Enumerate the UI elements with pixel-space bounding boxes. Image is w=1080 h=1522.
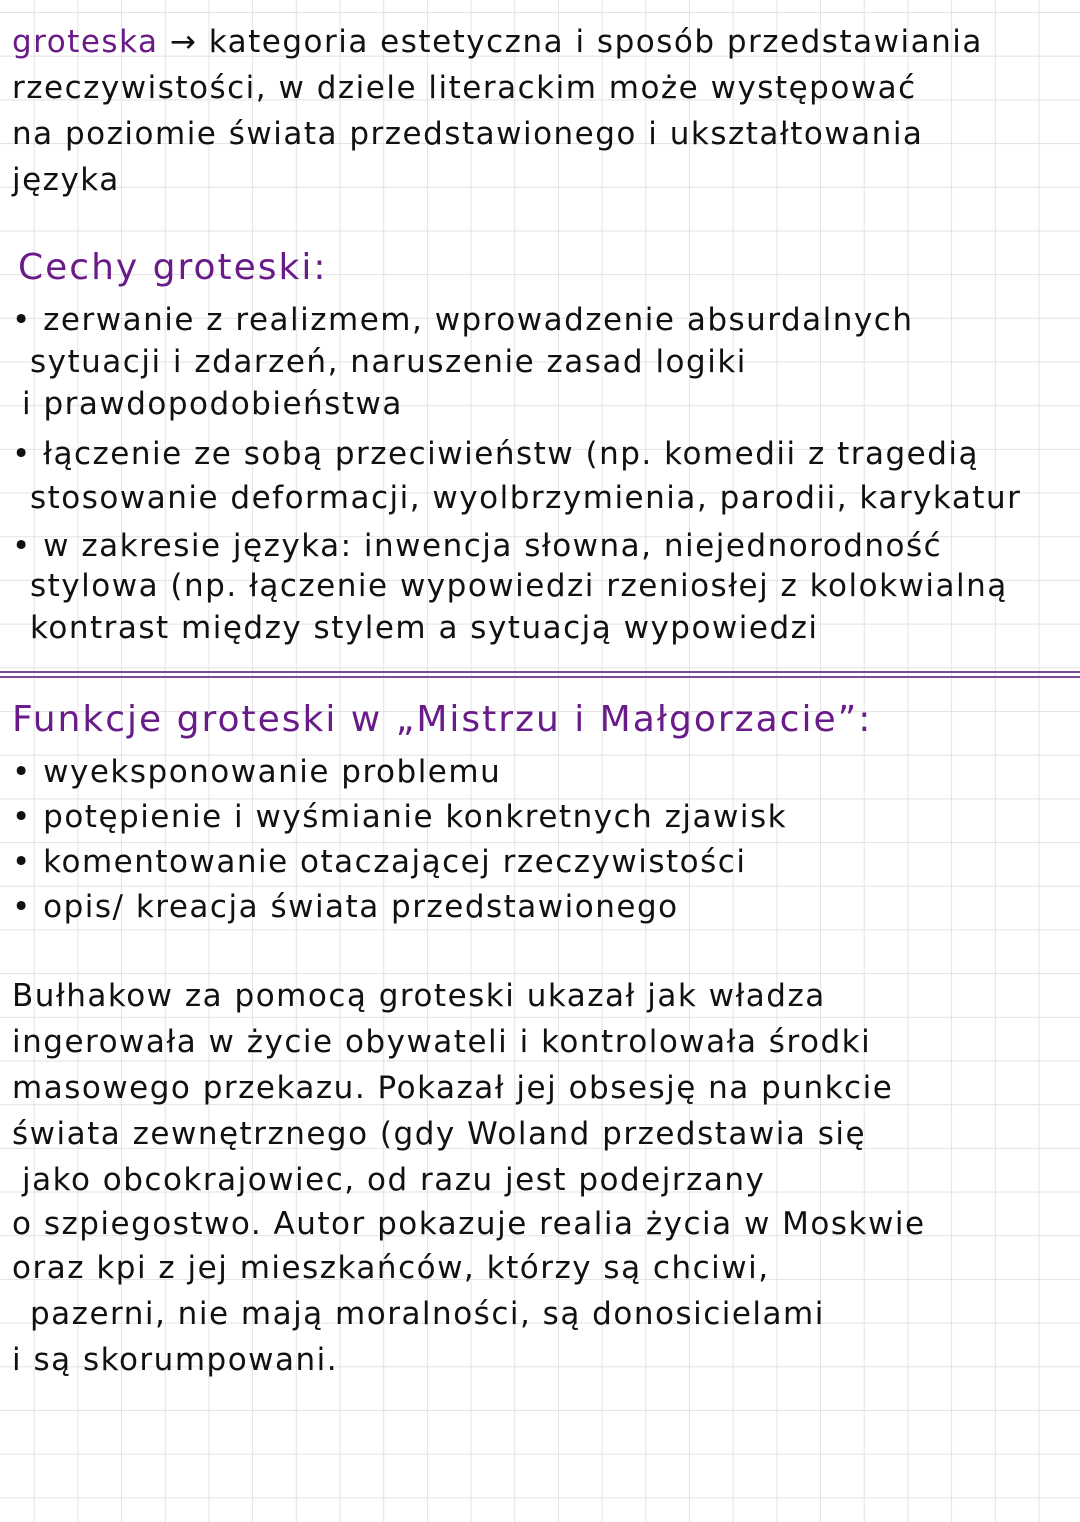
divider-line xyxy=(0,676,1080,678)
paragraph-line: Bułhakow za pomocą groteski ukazał jak władza xyxy=(12,978,826,1014)
paragraph-line: oraz kpi z jej mieszkańców, którzy są chciwi, xyxy=(12,1250,770,1286)
paragraph-line: ingerowała w życie obywateli i kontrolowała środki xyxy=(12,1024,872,1060)
paragraph-line: świata zewnętrznego (gdy Woland przedstawia się xyxy=(12,1116,867,1152)
feature-line: stylowa (np. łączenie wypowiedzi rzeniosłej z kolokwialną xyxy=(30,568,1008,604)
intro-text: kategoria estetyczna i sposób przedstawiania xyxy=(208,24,983,60)
intro-line: rzeczywistości, w dziele literackim może występować xyxy=(12,70,917,106)
intro-line: na poziomie świata przedstawionego i ukształtowania xyxy=(12,116,924,152)
divider-line xyxy=(0,671,1080,673)
paragraph-line: masowego przekazu. Pokazał jej obsesję na punkcie xyxy=(12,1070,894,1106)
paragraph-line: jako obcokrajowiec, od razu jest podejrzany xyxy=(22,1162,766,1198)
feature-line: • zerwanie z realizmem, wprowadzenie absurdalnych xyxy=(12,302,914,338)
function-item: • komentowanie otaczającej rzeczywistości xyxy=(12,844,747,880)
function-item: • potępienie i wyśmianie konkretnych zjawisk xyxy=(12,799,788,835)
feature-line: • w zakresie języka: inwencja słowna, niejednorodność xyxy=(12,528,943,564)
feature-line: kontrast między stylem a sytuacją wypowiedzi xyxy=(30,610,819,646)
paragraph-line: o szpiegostwo. Autor pokazuje realia życia w Moskwie xyxy=(12,1206,926,1242)
paragraph-line: pazerni, nie mają moralności, są donosicielami xyxy=(30,1296,825,1332)
intro-line xyxy=(12,22,983,62)
function-item: • wyeksponowanie problemu xyxy=(12,754,502,790)
paragraph-line: i są skorumpowani. xyxy=(12,1342,339,1378)
feature-line: • łączenie ze sobą przeciwieństw (np. komedii z tragedią xyxy=(12,436,980,472)
feature-line: i prawdopodobieństwa xyxy=(22,386,403,422)
feature-line: stosowanie deformacji, wyolbrzymienia, parodii, karykatur xyxy=(30,480,1022,516)
function-item: • opis/ kreacja świata przedstawionego xyxy=(12,889,679,925)
functions-heading: Funkcje groteski w „Mistrzu i Małgorzacie”: xyxy=(12,699,873,740)
features-heading: Cechy groteski: xyxy=(18,247,328,288)
term-groteska: groteska xyxy=(12,24,159,60)
intro-line: języka xyxy=(12,162,120,198)
feature-line: sytuacji i zdarzeń, naruszenie zasad logiki xyxy=(30,344,747,380)
arrow-icon: → xyxy=(169,24,198,60)
